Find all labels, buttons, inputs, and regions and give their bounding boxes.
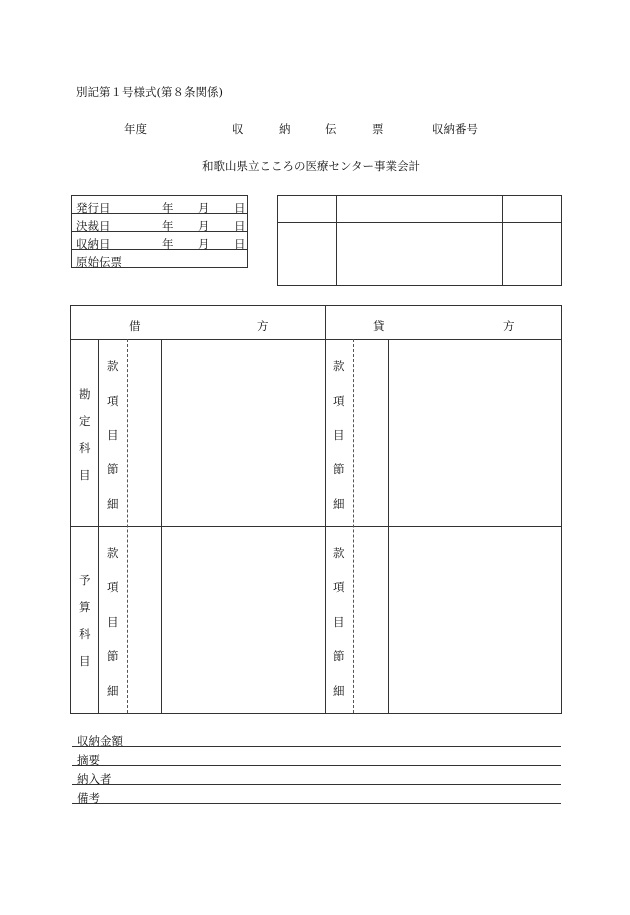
- debit-s2-level-4: 節: [107, 649, 119, 663]
- amount-row: [72, 729, 561, 747]
- month-label: 月: [198, 237, 210, 251]
- debit-s1-level-5: 細: [107, 497, 119, 511]
- debit-s2-level-2: 項: [107, 580, 119, 594]
- receipt-number-label: 収納番号: [432, 122, 478, 136]
- day-label: 日: [234, 201, 246, 215]
- credit-s2-level-1: 款: [333, 546, 345, 560]
- credit-s1-level-5: 細: [333, 497, 345, 511]
- credit-heading-1: 貸: [373, 319, 385, 333]
- section1-label-3: 科: [79, 441, 91, 455]
- form-id: 別記第１号様式(第８条関係): [76, 85, 223, 99]
- section1-label-4: 目: [79, 468, 91, 482]
- credit-s1-level-2: 項: [333, 394, 345, 408]
- summary-label: 摘要: [77, 753, 100, 767]
- year-label: 年: [162, 219, 174, 233]
- section2-label-1: 予: [79, 573, 91, 587]
- issue-date-label: 発行日: [76, 201, 111, 215]
- summary-row: [72, 748, 561, 766]
- credit-s2-level-2: 項: [333, 580, 345, 594]
- month-label: 月: [198, 219, 210, 233]
- credit-s2-level-4: 節: [333, 649, 345, 663]
- debit-s1-level-1: 款: [107, 359, 119, 373]
- section2-label-3: 科: [79, 627, 91, 641]
- credit-s2-level-3: 目: [333, 615, 345, 629]
- debit-s2-level-3: 目: [107, 615, 119, 629]
- month-label: 月: [198, 201, 210, 215]
- debit-s1-level-3: 目: [107, 428, 119, 442]
- debit-s2-level-1: 款: [107, 546, 119, 560]
- section1-label-2: 定: [79, 414, 91, 428]
- section2-label-4: 目: [79, 654, 91, 668]
- receipt-date-row: [72, 232, 247, 250]
- debit-s1-level-2: 項: [107, 394, 119, 408]
- payer-row: [72, 767, 561, 785]
- title-char-4: 票: [372, 122, 384, 136]
- section2-label-2: 算: [79, 600, 91, 614]
- table-rule: [127, 339, 128, 713]
- credit-s2-level-5: 細: [333, 684, 345, 698]
- stamp-divider: [336, 196, 337, 285]
- table-rule: [71, 526, 561, 527]
- table-rule: [388, 339, 389, 713]
- stamp-divider: [502, 196, 503, 285]
- title-char-1: 収: [232, 122, 244, 136]
- table-rule: [161, 339, 162, 713]
- approval-date-row: [72, 214, 247, 232]
- table-rule: [71, 339, 561, 340]
- title-char-3: 伝: [325, 122, 337, 136]
- credit-s1-level-4: 節: [333, 462, 345, 476]
- account-table: [70, 305, 562, 714]
- payer-label: 納入者: [77, 772, 112, 786]
- amount-label: 収納金額: [77, 734, 123, 748]
- debit-heading-1: 借: [129, 319, 141, 333]
- debit-s2-level-5: 細: [107, 684, 119, 698]
- section1-label-1: 勘: [79, 387, 91, 401]
- approval-stamp-box: [277, 195, 562, 286]
- year-label: 年: [162, 201, 174, 215]
- table-rule: [353, 339, 354, 713]
- remarks-row: [72, 786, 561, 804]
- table-rule: [98, 339, 99, 713]
- day-label: 日: [234, 237, 246, 251]
- credit-s1-level-1: 款: [333, 359, 345, 373]
- credit-heading-2: 方: [503, 319, 515, 333]
- debit-s1-level-4: 節: [107, 462, 119, 476]
- remarks-label: 備考: [77, 791, 100, 805]
- stamp-divider: [278, 222, 561, 223]
- approval-date-label: 決裁日: [76, 219, 111, 233]
- year-label: 年: [162, 237, 174, 251]
- source-voucher-label: 原始伝票: [76, 255, 122, 269]
- fiscal-year-label: 年度: [124, 122, 147, 136]
- credit-s1-level-3: 目: [333, 428, 345, 442]
- issue-date-row: [72, 196, 247, 214]
- day-label: 日: [234, 219, 246, 233]
- source-voucher-row: [72, 250, 247, 268]
- subtitle: 和歌山県立こころの医療センター事業会計: [202, 159, 421, 173]
- title-char-2: 納: [279, 122, 291, 136]
- table-rule: [325, 306, 326, 713]
- debit-heading-2: 方: [257, 319, 269, 333]
- date-info-box: [71, 195, 248, 268]
- receipt-date-label: 収納日: [76, 237, 111, 251]
